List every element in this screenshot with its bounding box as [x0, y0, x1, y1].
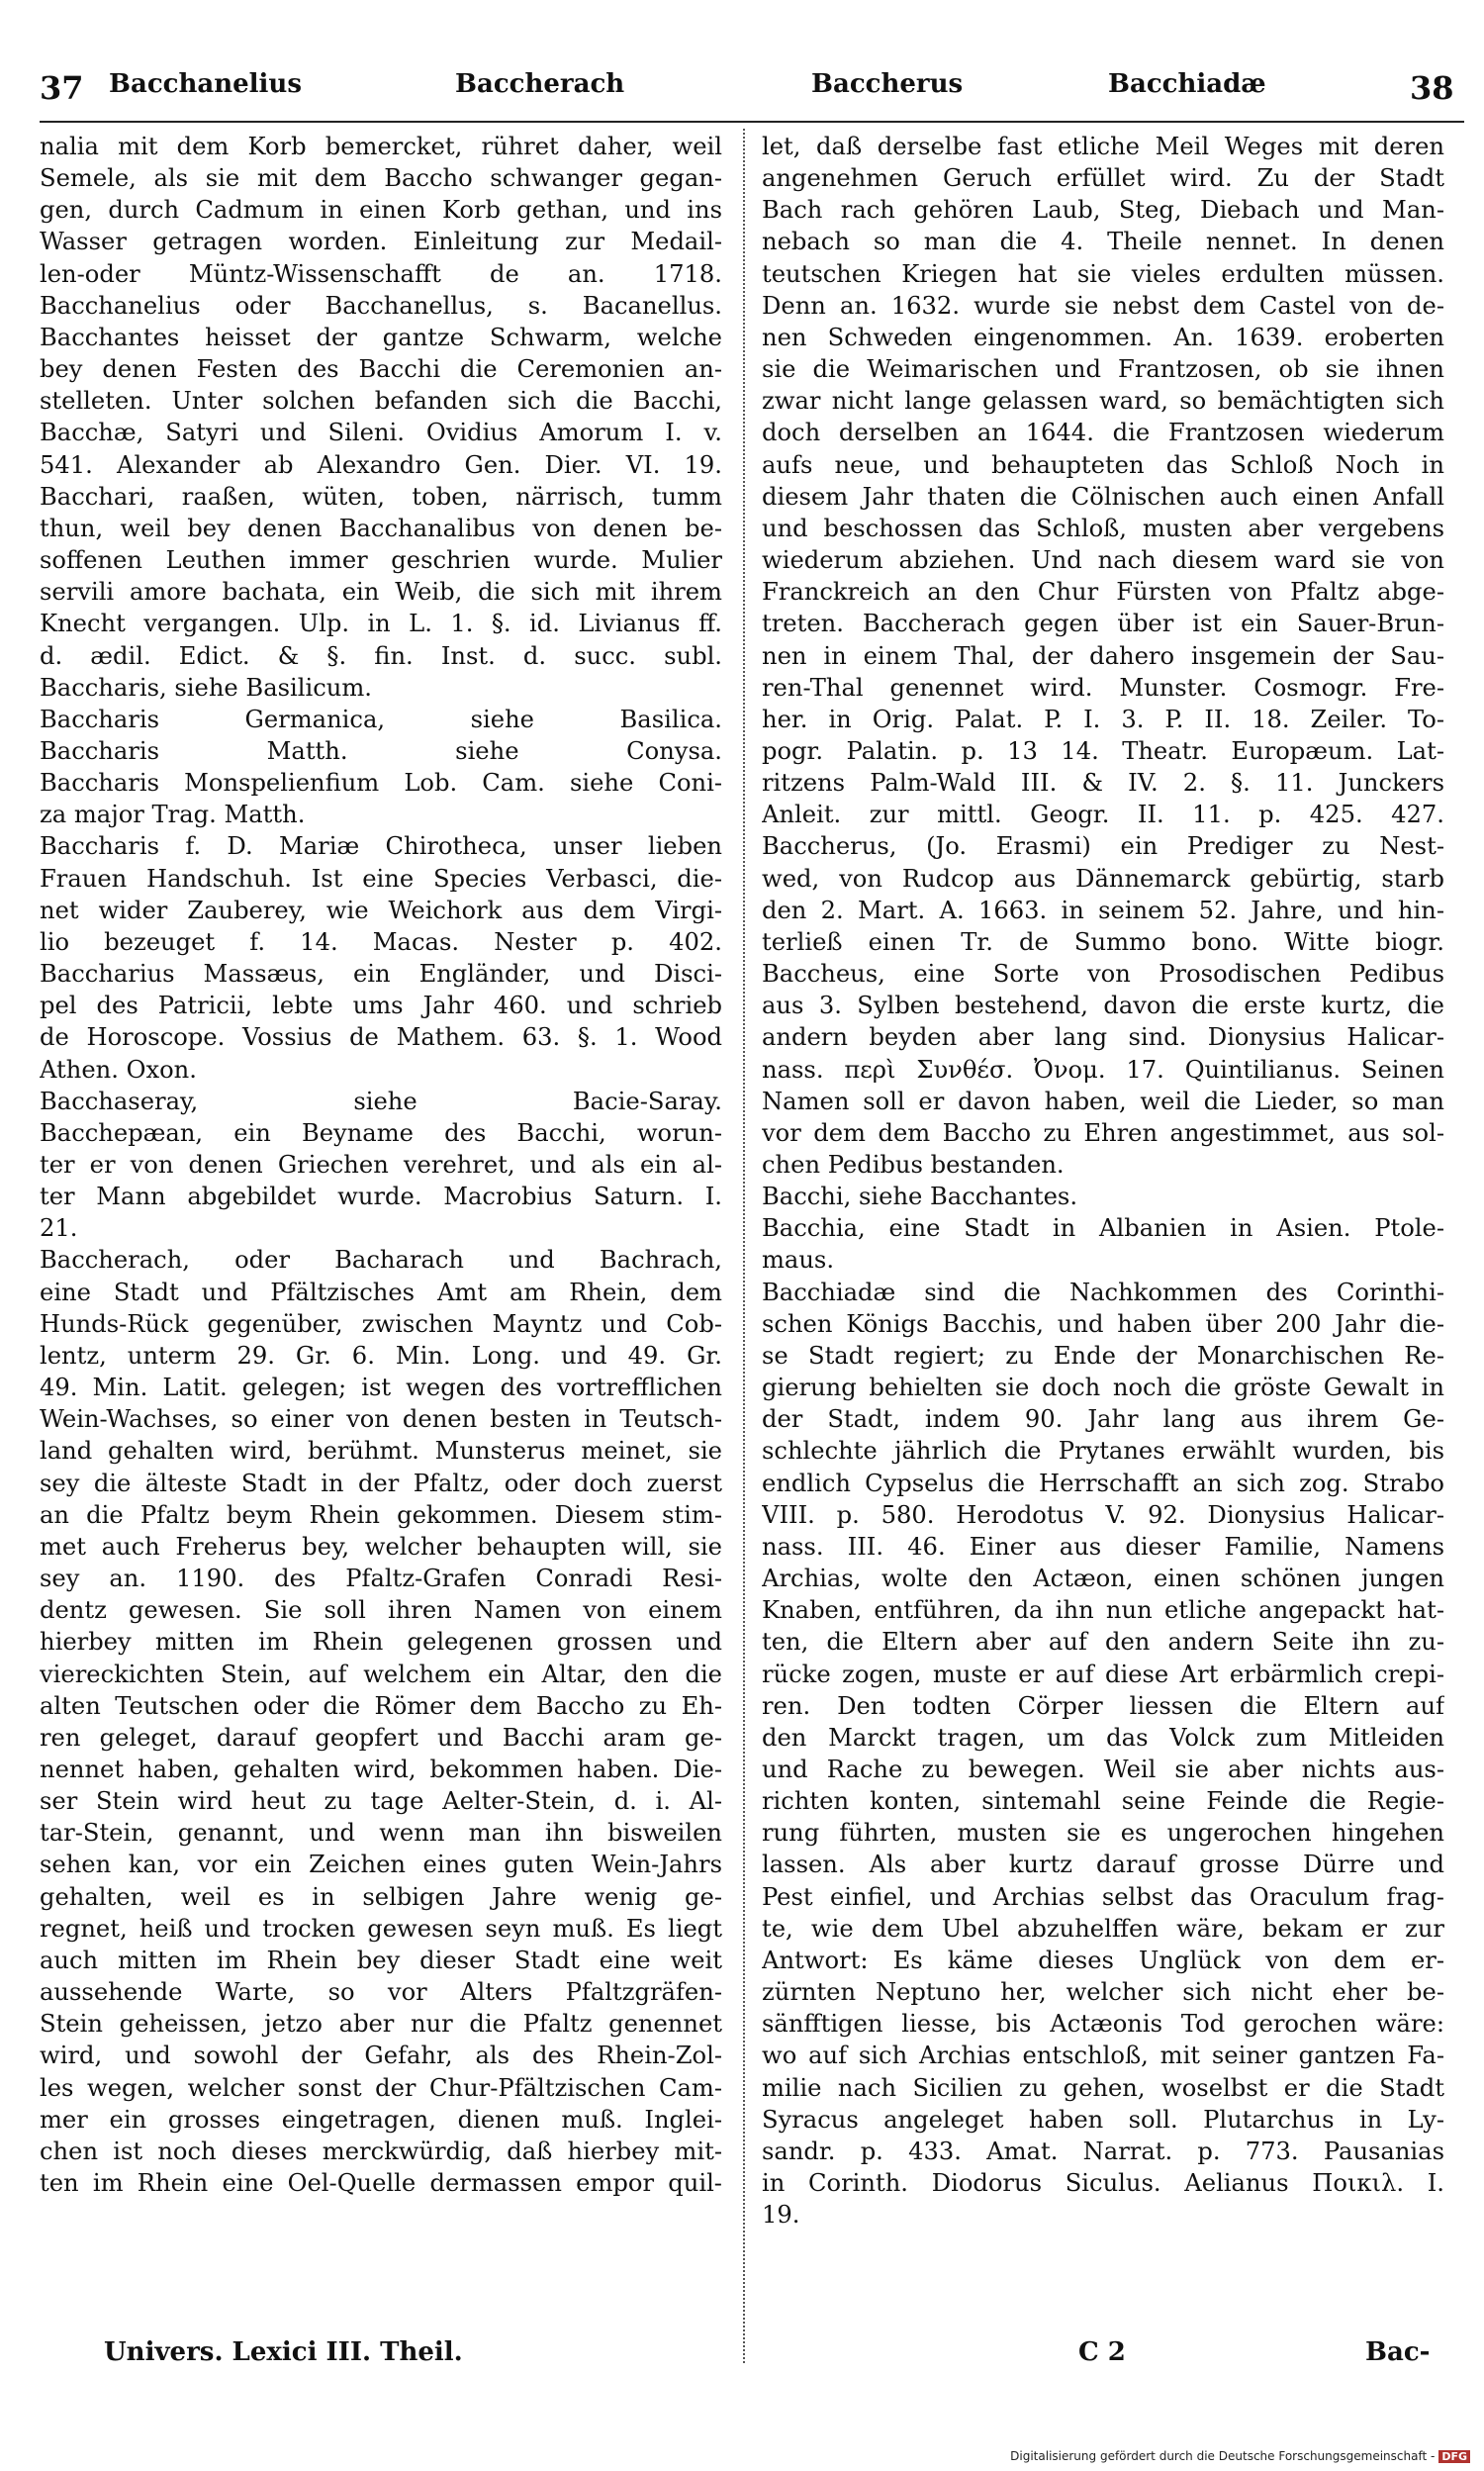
text-line: Archias, wolte den Actæon, einen schönen jungen	[762, 1565, 1444, 1593]
text-line: Baccherus, (Jo. Erasmi) ein Prediger zu Nest-	[762, 832, 1444, 861]
text-line: zürnten Neptuno her, welcher sich nicht eher be-	[762, 1978, 1444, 2007]
text-line: Antwort: Es käme dieses Unglück von dem er-	[762, 1946, 1444, 1974]
text-line: Baccharis, siehe Basilicum.	[40, 673, 372, 702]
text-line: viereckichten Stein, auf welchem ein Altar, den die	[40, 1660, 722, 1688]
text-line: pel des Patricii, lebte ums Jahr 460. und schrieb	[40, 992, 722, 1020]
text-line: richten konten, sintemahl seine Feinde die Regie-	[762, 1787, 1444, 1816]
text-line: Bacchi, siehe Bacchantes.	[762, 1183, 1078, 1211]
text-line: wiederum abziehen. Und nach diesem ward sie von	[762, 546, 1444, 575]
text-line: gen, durch Cadmum in einen Korb gethan, und ins	[40, 196, 722, 225]
text-line: Bacchanelius oder Bacchanellus, s. Bacanellus.	[40, 291, 722, 320]
catchword: Bac-	[1365, 2337, 1431, 2367]
text-line: tar-Stein, genannt, und wenn man ihn bisweilen	[40, 1819, 722, 1848]
text-line: lio bezeuget f. 14. Macas. Nester p. 402.	[40, 927, 722, 956]
text-line: sie die Weimarischen und Frantzosen, ob sie ihnen	[762, 355, 1444, 384]
text-line: maus.	[762, 1246, 835, 1275]
text-line: ritzens Palm-Wald III. & IV. 2. §. 11. Junckers	[762, 769, 1444, 798]
text-line: Baccharis f. D. Mariæ Chirotheca, unser lieben	[40, 832, 722, 861]
right-page-number: 38	[1410, 69, 1454, 107]
text-line: Hunds-Rück gegenüber, zwischen Mayntz und Cob-	[40, 1309, 722, 1338]
text-line: 541. Alexander ab Alexandro Gen. Dier. VI. 19.	[40, 450, 722, 479]
text-line: Baccharis Matth. siehe Conysa.	[40, 736, 722, 765]
left-catchword-second: Baccherach	[455, 69, 625, 99]
text-line: wird, und sowohl der Gefahr, als des Rhein-Zol-	[40, 2042, 722, 2070]
text-line: met auch Freherus bey, welcher behaupten will, sie	[40, 1532, 722, 1561]
text-line: hierbey mitten im Rhein gelegenen grossen und	[40, 1628, 722, 1657]
text-line: chen Pedibus bestanden.	[762, 1151, 1065, 1179]
text-line: nass. περὶ Συνθέσ. Ὀνομ. 17. Quintilianus. Seinen	[762, 1055, 1444, 1084]
text-line: milie nach Sicilien zu gehen, woselbst er die Stadt	[762, 2073, 1444, 2102]
text-line: Baccheus, eine Sorte von Prosodischen Pedibus	[762, 960, 1444, 989]
text-line: wed, von Rudcop aus Dännemarck gebürtig, starb	[762, 864, 1444, 893]
text-line: doch derselben an 1644. die Frantzosen wiederum	[762, 419, 1444, 447]
text-line: Wasser getragen worden. Einleitung zur Medail-	[40, 228, 722, 256]
text-line: nen in einem Thal, der dahero insgemein der Sau-	[762, 641, 1444, 670]
text-line: rung führten, musten sie es ungerochen hingehen	[762, 1819, 1444, 1848]
text-line: sey an. 1190. des Pfaltz-Grafen Conradi Resi-	[40, 1565, 722, 1593]
text-line: se Stadt regiert; zu Ende der Monarchischen Re-	[762, 1341, 1444, 1370]
text-line: len-oder Müntz-Wissenschafft de an. 1718.	[40, 259, 722, 288]
text-line: te, wie dem Ubel abzuhelffen wäre, bekam er zur	[762, 1914, 1444, 1943]
text-line: der Stadt, indem 90. Jahr lang aus ihrem Ge-	[762, 1405, 1444, 1434]
text-line: gehalten, weil es in selbigen Jahre wenig ge-	[40, 1882, 722, 1911]
text-line: d. ædil. Edict. & §. fin. Inst. d. succ. subl.	[40, 641, 722, 670]
text-line: angenehmen Geruch erfüllet wird. Zu der Stadt	[762, 164, 1444, 193]
text-line: 21.	[40, 1214, 78, 1243]
text-line: net wider Zauberey, wie Weichork aus dem Virgi-	[40, 896, 722, 924]
text-line: nalia mit dem Korb bemercket, rühret daher, weil	[40, 133, 722, 160]
text-line: sänfftigen liesse, bis Actæonis Tod gerochen wäre:	[762, 2010, 1444, 2039]
text-line: chen ist noch dieses merckwürdig, daß hierbey mit-	[40, 2137, 722, 2165]
page-footer	[40, 2337, 1464, 2377]
text-line: terließ einen Tr. de Summo bono. Witte biogr.	[762, 927, 1444, 956]
text-line: nebach so man die 4. Theile nennet. In denen	[762, 228, 1444, 256]
text-line: diesem Jahr thaten die Cölnischen auch einen Anfall	[762, 482, 1444, 511]
text-line: Pest einfiel, und Archias selbst das Oraculum frag-	[762, 1882, 1444, 1911]
text-line: her. in Orig. Palat. P. I. 3. P. II. 18. Zeiler. To-	[762, 705, 1444, 733]
text-line: Bacchari, raaßen, wüten, toben, närrisch, tumm	[40, 482, 722, 511]
text-line: regnet, heiß und trocken gewesen seyn muß. Es liegt	[40, 1914, 722, 1943]
digitization-credit-text: Digitalisierung gefördert durch die Deutsche Forschungsgemeinschaft -	[1010, 2449, 1436, 2463]
text-line: Denn an. 1632. wurde sie nebst dem Castel von de-	[762, 291, 1444, 320]
text-line: gierung behielten sie doch noch die gröste Gewalt in	[762, 1374, 1444, 1402]
text-line: den Marckt tragen, um das Volck zum Mitleiden	[762, 1723, 1444, 1752]
text-line: Bacchantes heisset der gantze Schwarm, welche	[40, 323, 722, 351]
text-line: 49. Min. Latit. gelegen; ist wegen des vortrefflichen	[40, 1374, 722, 1402]
text-line: Bacchepæan, ein Beyname des Bacchi, worun-	[40, 1118, 722, 1147]
running-header	[40, 69, 1464, 129]
text-line: VIII. p. 580. Herodotus V. 92. Dionysius Halicar-	[762, 1500, 1444, 1529]
text-line: ten, die Eltern aber auf den andern Seite ihn zu-	[762, 1628, 1444, 1657]
text-line: Namen soll er davon haben, weil die Lieder, so man	[762, 1087, 1444, 1115]
text-line: ren geleget, darauf geopfert und Bacchi aram ge-	[40, 1723, 722, 1752]
text-line: nen Schweden eingenommen. An. 1639. eroberten	[762, 323, 1444, 351]
text-line: ter er von denen Griechen verehret, und als ein al-	[40, 1151, 722, 1179]
text-line: 19.	[762, 2201, 800, 2230]
text-line: ser Stein wird heut zu tage Aelter-Stein, d. i. Al-	[40, 1787, 722, 1816]
text-line: pogr. Palatin. p. 13 14. Theatr. Europæum. Lat-	[762, 736, 1444, 765]
text-line: an die Pfaltz beym Rhein gekommen. Diesem stim-	[40, 1500, 722, 1529]
text-line: Wein-Wachses, so einer von denen besten in Teutsch-	[40, 1405, 722, 1434]
text-line: zwar nicht lange gelassen ward, so bemächtigten sich	[762, 387, 1444, 416]
text-line: Baccharis Germanica, siehe Basilica.	[40, 705, 722, 733]
text-line: treten. Baccherach gegen über ist ein Sauer-Brun-	[762, 610, 1444, 638]
right-text-column	[762, 131, 1444, 2231]
text-line: Baccharius Massæus, ein Engländer, und Disci-	[40, 960, 722, 989]
left-text-column	[40, 131, 722, 2199]
text-line: za major Trag. Matth.	[40, 801, 306, 829]
text-line: les wegen, welcher sonst der Chur-Pfältzischen Cam-	[40, 2073, 722, 2102]
column-divider	[743, 129, 746, 2363]
text-line: Franckreich an den Chur Fürsten von Pfaltz abge-	[762, 578, 1444, 607]
text-line: Semele, als sie mit dem Baccho schwanger gegan-	[40, 164, 722, 193]
text-line: Bach rach gehören Laub, Steg, Diebach und Man-	[762, 196, 1444, 225]
text-line: mer ein grosses eingetragen, dienen muß. Inglei-	[40, 2105, 722, 2134]
text-line: de Horoscope. Vossius de Mathem. 63. §. 1. Wood	[40, 1023, 722, 1052]
text-line: Stein geheissen, jetzo aber nur die Pfaltz genennet	[40, 2010, 722, 2039]
text-line: und beschossen das Schloß, musten aber vergebens	[762, 514, 1444, 542]
text-line: Baccherach, oder Bacharach und Bachrach,	[40, 1246, 722, 1275]
text-line: nennet haben, gehalten wird, bekommen haben. Die-	[40, 1755, 722, 1783]
text-line: Knecht vergangen. Ulp. in L. 1. §. id. Livianus ff.	[40, 610, 722, 638]
text-line: ter Mann abgebildet wurde. Macrobius Saturn. I.	[40, 1183, 722, 1211]
left-catchword-first: Bacchanelius	[109, 69, 302, 99]
text-line: nass. III. 46. Einer aus dieser Familie, Namens	[762, 1532, 1444, 1561]
text-line: lentz, unterm 29. Gr. 6. Min. Long. und 49. Gr.	[40, 1341, 722, 1370]
text-line: teutschen Kriegen hat sie vieles erdulten müssen.	[762, 259, 1444, 288]
text-line: Syracus angeleget haben soll. Plutarchus in Ly-	[762, 2105, 1444, 2134]
text-line: endlich Cypselus die Herrschafft an sich zog. Strabo	[762, 1469, 1444, 1497]
text-line: vor dem dem Baccho zu Ehren angestimmet, aus sol-	[762, 1118, 1444, 1147]
digitization-credit	[1010, 2449, 1470, 2463]
text-line: alten Teutschen oder die Römer dem Baccho zu Eh-	[40, 1691, 722, 1720]
left-page-number: 37	[40, 69, 84, 107]
text-line: Anleit. zur mittl. Geogr. II. 11. p. 425. 427.	[762, 801, 1444, 829]
text-line: sehen kan, vor ein Zeichen eines guten Wein-Jahrs	[40, 1851, 722, 1879]
text-line: Baccharis Monspelienfium Lob. Cam. siehe Coni-	[40, 769, 722, 798]
text-line: lassen. Als aber kurtz darauf grosse Dürre und	[762, 1851, 1444, 1879]
text-line: ren. Den todten Cörper liessen die Eltern auf	[762, 1691, 1444, 1720]
header-rule	[40, 121, 1464, 123]
text-line: rücke zogen, muste er auf diese Art erbärmlich crepi-	[762, 1660, 1444, 1688]
text-line: soffenen Leuthen immer geschrien wurde. Mulier	[40, 546, 722, 575]
right-catchword-second: Bacchiadæ	[1108, 69, 1266, 99]
text-line: ten im Rhein eine Oel-Quelle dermassen empor quil-	[40, 2169, 722, 2197]
text-line: den 2. Mart. A. 1663. in seinem 52. Jahre, und hin-	[762, 896, 1444, 924]
text-line: land gehalten wird, berühmt. Munsterus meinet, sie	[40, 1437, 722, 1466]
text-line: wo auf sich Archias entschloß, mit seiner gantzen Fa-	[762, 2042, 1444, 2070]
text-line: aussehende Warte, so vor Alters Pfaltzgräfen-	[40, 1978, 722, 2007]
signature-line: Univers. Lexici III. Theil.	[104, 2337, 463, 2367]
dfg-logo-icon: DFG	[1438, 2450, 1470, 2463]
text-line: und Rache zu bewegen. Weil sie aber nichts aus-	[762, 1755, 1444, 1783]
text-line: Knaben, entführen, da ihn nun etliche angepackt hat-	[762, 1596, 1444, 1625]
text-line: servili amore bachata, ein Weib, die sich mit ihrem	[40, 578, 722, 607]
text-line: aus 3. Sylben bestehend, davon die erste kurtz, die	[762, 992, 1444, 1020]
text-line: Bacchaseray, siehe Bacie-Saray.	[40, 1087, 722, 1115]
text-line: ren-Thal genennet wird. Munster. Cosmogr. Fre-	[762, 673, 1444, 702]
text-line: stelleten. Unter solchen befanden sich die Bacchi,	[40, 387, 722, 416]
book-page	[40, 69, 1464, 2424]
text-line: Bacchæ, Satyri und Sileni. Ovidius Amorum I. v.	[40, 419, 722, 447]
text-line: schen Königs Bacchis, und haben über 200 Jahr die-	[762, 1309, 1444, 1338]
text-line: dentz gewesen. Sie soll ihren Namen von einem	[40, 1596, 722, 1625]
text-line: auch mitten im Rhein bey dieser Stadt eine weit	[40, 1946, 722, 1974]
text-line: let, daß derselbe fast etliche Meil Weges mit deren	[762, 133, 1444, 160]
text-line: in Corinth. Diodorus Siculus. Aelianus Ποικιλ. I.	[762, 2169, 1444, 2197]
text-line: Frauen Handschuh. Ist eine Species Verbasci, die-	[40, 864, 722, 893]
text-line: schlechte jährlich die Prytanes erwählt wurden, bis	[762, 1437, 1444, 1466]
text-line: andern beyden aber lang sind. Dionysius Halicar-	[762, 1023, 1444, 1052]
text-line: Bacchiadæ sind die Nachkommen des Corinthi-	[762, 1278, 1444, 1306]
text-line: Athen. Oxon.	[40, 1055, 197, 1084]
right-catchword-first: Baccherus	[811, 69, 964, 99]
text-line: eine Stadt und Pfältzisches Amt am Rhein, dem	[40, 1278, 722, 1306]
sheet-mark: C 2	[1078, 2337, 1126, 2367]
text-line: aufs neue, und behaupteten das Schloß Noch in	[762, 450, 1444, 479]
text-line: sandr. p. 433. Amat. Narrat. p. 773. Pausanias	[762, 2137, 1444, 2165]
text-line: thun, weil bey denen Bacchanalibus von denen be-	[40, 514, 722, 542]
text-line: bey denen Festen des Bacchi die Ceremonien an-	[40, 355, 722, 384]
text-line: sey die älteste Stadt in der Pfaltz, oder doch zuerst	[40, 1469, 722, 1497]
text-line: Bacchia, eine Stadt in Albanien in Asien. Ptole-	[762, 1214, 1444, 1243]
